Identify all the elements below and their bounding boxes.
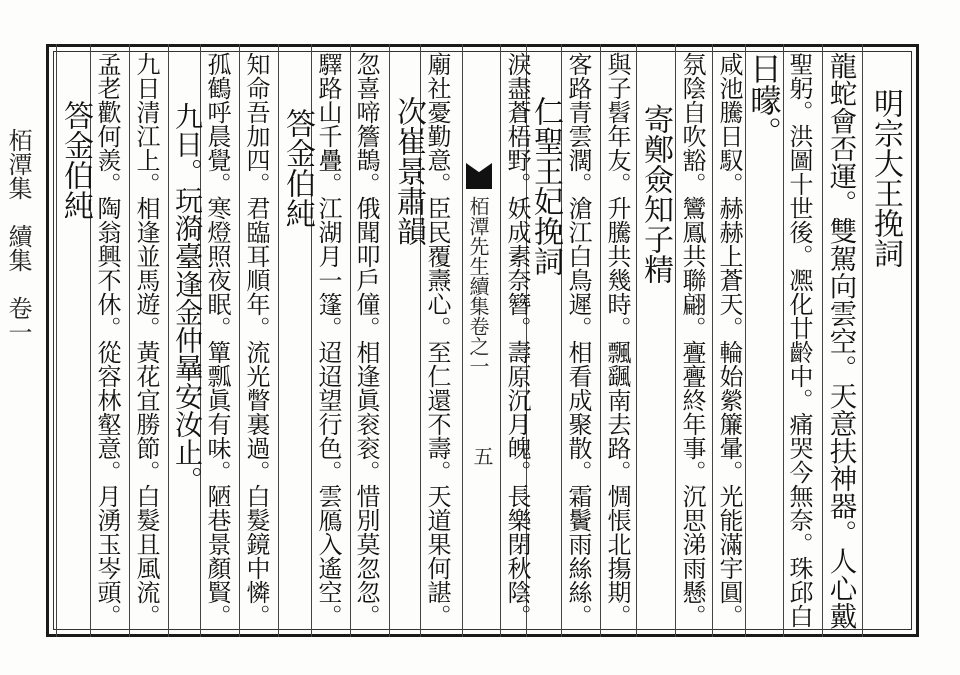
text-column: 九日清江上。相逢並馬遊。黃花宜勝節。白髮且風流。: [132, 52, 160, 628]
poem-title: 仁聖王妃挽詞: [528, 96, 563, 276]
page-number: 五: [470, 446, 494, 466]
column-rule: [500, 44, 501, 637]
column-rule: [600, 44, 601, 637]
text-column: 廟社憂勤意。臣民覆燾心。至仁還不壽。天道果何諶。: [423, 52, 451, 628]
text-column: 孟老歡何羨。陶翁興不休。從容林壑意。月湧玉岑頭。: [93, 52, 121, 628]
text-column: 聖躬。洪圖十世後。凞化廿齡中。痛哭今無奈。珠邱白: [785, 52, 813, 628]
text-column: 咸池騰日馭。赫赫上蒼天。輪始縈簾暈。光能滿宇圓。: [715, 52, 743, 628]
column-rule: [56, 44, 57, 637]
column-rule: [350, 44, 351, 637]
column-rule: [783, 44, 784, 637]
text-column: 龍蛇會否運。雙駕向雲空。天意扶神器。人心戴: [824, 52, 857, 630]
column-rule: [389, 44, 390, 637]
poem-title: 九日。玩漪臺逢金仲曅安汝止。: [171, 102, 204, 494]
margin-title: 栢潭集 續集 卷一: [4, 128, 32, 344]
poem-title: 寄鄭僉知子精: [638, 104, 673, 284]
text-column: 淚盡蒼梧野。妖成素奈簪。壽原沉月魄。長樂閉秋陰。: [503, 52, 531, 628]
column-rule: [822, 44, 823, 637]
column-rule: [239, 44, 240, 637]
text-column: 知命吾加四。君臨耳順年。流光瞥裏過。白髮鏡中憐。: [242, 52, 270, 628]
text-column: 忽喜啼簷鵲。俄聞叩戶僮。相逢眞衮衮。惜別莫忽忽。: [352, 52, 380, 628]
column-rule: [675, 44, 676, 637]
poem-title: 次崔景肅韻: [391, 96, 426, 246]
column-rule: [168, 44, 169, 637]
poem-title: 明宗大王挽詞: [868, 88, 903, 268]
book-title: 栢潭先生續集卷之一: [466, 196, 490, 376]
poem-title: 答金伯純: [58, 100, 93, 220]
text-column: 驛路山千疊。江湖月一篷。迢迢望行色。雲鴈入遙空。: [314, 52, 342, 628]
column-rule: [712, 44, 713, 637]
column-rule: [636, 44, 637, 637]
column-rule: [462, 44, 463, 637]
column-rule: [278, 44, 279, 637]
text-column: 與子髫年友。升騰共幾時。飄颻南去路。惆悵北摥期。: [603, 52, 631, 628]
text-column: 氛陰自吹豁。鸞鳳共聯翩。亹亹終年事。沉思涕雨懸。: [678, 52, 706, 628]
text-column: 客路青雲濶。滄江白鳥遲。相看成聚散。霜鬢雨絲絲。: [564, 52, 592, 628]
text-column: 日曚。: [745, 52, 783, 148]
column-rule: [862, 44, 863, 637]
text-column: 孤鶴呼晨覺。寒燈照夜眠。簞瓢眞有味。陋巷景顏賢。: [203, 52, 231, 628]
poem-title: 答金伯純: [280, 108, 315, 228]
column-rule: [129, 44, 130, 637]
